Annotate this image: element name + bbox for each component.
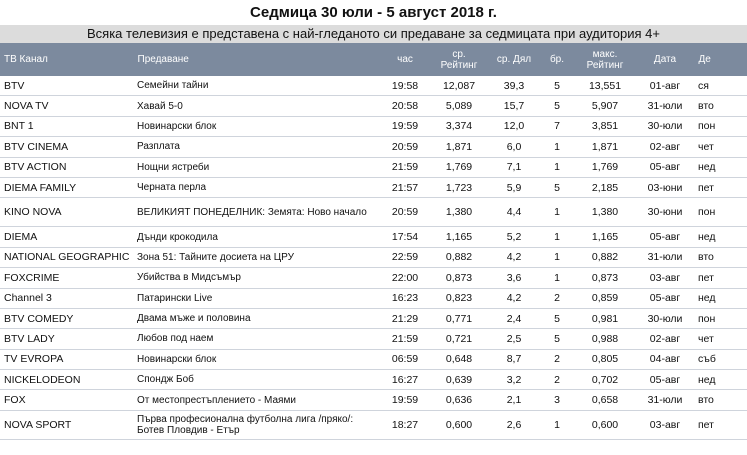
cell-date: 30-юли [636, 116, 694, 136]
cell-count: 1 [540, 227, 574, 247]
cell-share: 7,1 [488, 157, 540, 177]
table-row [0, 308, 747, 328]
cell-program: Убийства в Мидсъмър [133, 268, 380, 288]
cell-rating: 0,882 [430, 247, 488, 267]
col-header-count: бр. [540, 43, 574, 76]
report-title: Седмица 30 юли - 5 август 2018 г. [0, 0, 747, 25]
cell-date: 04-авг [636, 349, 694, 369]
cell-rating: 0,771 [430, 308, 488, 328]
cell-channel: BTV LADY [0, 329, 133, 349]
cell-program: ВЕЛИКИЯТ ПОНЕДЕЛНИК: Земята: Ново начало [133, 198, 380, 227]
cell-max-rating: 0,859 [574, 288, 636, 308]
cell-share: 2,4 [488, 308, 540, 328]
cell-rating: 1,769 [430, 157, 488, 177]
cell-channel: BTV CINEMA [0, 137, 133, 157]
cell-day: пет [694, 177, 747, 197]
cell-day: нед [694, 288, 747, 308]
cell-rating: 1,165 [430, 227, 488, 247]
cell-date: 02-авг [636, 137, 694, 157]
cell-channel: Channel 3 [0, 288, 133, 308]
cell-channel: NATIONAL GEOGRAPHIC [0, 247, 133, 267]
cell-count: 5 [540, 76, 574, 96]
cell-count: 5 [540, 308, 574, 328]
cell-program: Дънди крокодила [133, 227, 380, 247]
cell-channel: DIEMA [0, 227, 133, 247]
cell-day: вто [694, 96, 747, 116]
cell-max-rating: 0,600 [574, 410, 636, 439]
table-row [0, 227, 747, 247]
table-row [0, 329, 747, 349]
cell-time: 18:27 [380, 410, 430, 439]
cell-count: 5 [540, 177, 574, 197]
cell-share: 2,6 [488, 410, 540, 439]
table-row [0, 390, 747, 410]
col-header-program: Предаване [133, 43, 380, 76]
cell-channel: DIEMA FAMILY [0, 177, 133, 197]
cell-max-rating: 0,981 [574, 308, 636, 328]
cell-time: 06:59 [380, 349, 430, 369]
cell-rating: 1,723 [430, 177, 488, 197]
cell-channel: NICKELODEON [0, 370, 133, 390]
cell-rating: 3,374 [430, 116, 488, 136]
cell-date: 01-авг [636, 76, 694, 96]
table-row [0, 137, 747, 157]
col-header-rating: ср. Рейтинг [430, 43, 488, 76]
cell-date: 02-авг [636, 329, 694, 349]
cell-max-rating: 2,185 [574, 177, 636, 197]
cell-day: съб [694, 349, 747, 369]
cell-program: Патарински Live [133, 288, 380, 308]
cell-channel: NOVA SPORT [0, 410, 133, 439]
cell-max-rating: 5,907 [574, 96, 636, 116]
cell-day: пон [694, 116, 747, 136]
cell-date: 31-юли [636, 390, 694, 410]
col-header-share: ср. Дял [488, 43, 540, 76]
cell-program: Нощни ястреби [133, 157, 380, 177]
cell-count: 5 [540, 96, 574, 116]
cell-count: 1 [540, 268, 574, 288]
cell-share: 2,5 [488, 329, 540, 349]
cell-program: Черната перла [133, 177, 380, 197]
cell-date: 05-авг [636, 157, 694, 177]
cell-channel: BTV ACTION [0, 157, 133, 177]
cell-rating: 1,871 [430, 137, 488, 157]
cell-rating: 0,639 [430, 370, 488, 390]
cell-count: 1 [540, 198, 574, 227]
table-row [0, 288, 747, 308]
cell-count: 1 [540, 157, 574, 177]
cell-time: 21:59 [380, 157, 430, 177]
cell-day: нед [694, 227, 747, 247]
cell-max-rating: 0,658 [574, 390, 636, 410]
cell-rating: 0,873 [430, 268, 488, 288]
cell-max-rating: 0,805 [574, 349, 636, 369]
cell-share: 4,2 [488, 288, 540, 308]
cell-channel: BTV COMEDY [0, 308, 133, 328]
cell-date: 05-авг [636, 227, 694, 247]
cell-date: 03-авг [636, 268, 694, 288]
cell-count: 2 [540, 288, 574, 308]
cell-share: 39,3 [488, 76, 540, 96]
cell-share: 4,2 [488, 247, 540, 267]
cell-max-rating: 1,871 [574, 137, 636, 157]
table-row [0, 198, 747, 227]
cell-max-rating: 1,769 [574, 157, 636, 177]
cell-max-rating: 0,873 [574, 268, 636, 288]
cell-count: 1 [540, 410, 574, 439]
table-row [0, 157, 747, 177]
cell-count: 7 [540, 116, 574, 136]
cell-date: 05-авг [636, 288, 694, 308]
cell-program: Новинарски блок [133, 116, 380, 136]
table-row [0, 410, 747, 439]
cell-channel: TV EVROPA [0, 349, 133, 369]
cell-share: 15,7 [488, 96, 540, 116]
cell-time: 21:57 [380, 177, 430, 197]
cell-rating: 0,636 [430, 390, 488, 410]
cell-count: 1 [540, 137, 574, 157]
cell-time: 19:59 [380, 390, 430, 410]
cell-channel: FOXCRIME [0, 268, 133, 288]
cell-rating: 0,600 [430, 410, 488, 439]
cell-day: чет [694, 137, 747, 157]
cell-time: 20:59 [380, 198, 430, 227]
table-row [0, 116, 747, 136]
col-header-date: Дата [636, 43, 694, 76]
cell-channel: FOX [0, 390, 133, 410]
cell-channel: BNT 1 [0, 116, 133, 136]
cell-program: Семейни тайни [133, 76, 380, 96]
cell-count: 3 [540, 390, 574, 410]
cell-share: 3,2 [488, 370, 540, 390]
cell-rating: 0,648 [430, 349, 488, 369]
cell-share: 5,2 [488, 227, 540, 247]
cell-channel: NOVA TV [0, 96, 133, 116]
cell-date: 03-авг [636, 410, 694, 439]
report-subtitle: Всяка телевизия е представена с най-гледаното си предаване за седмицата при аудитория 4+ [0, 25, 747, 43]
cell-share: 5,9 [488, 177, 540, 197]
cell-max-rating: 0,702 [574, 370, 636, 390]
cell-program: Новинарски блок [133, 349, 380, 369]
cell-time: 19:59 [380, 116, 430, 136]
col-header-time: час [380, 43, 430, 76]
cell-max-rating: 0,882 [574, 247, 636, 267]
table-header-row [0, 43, 747, 76]
table-row [0, 76, 747, 96]
cell-program: Хавай 5-0 [133, 96, 380, 116]
cell-date: 03-юни [636, 177, 694, 197]
cell-day: пон [694, 308, 747, 328]
cell-max-rating: 0,988 [574, 329, 636, 349]
table-row [0, 349, 747, 369]
ratings-table [0, 43, 747, 440]
table-row [0, 370, 747, 390]
cell-day: нед [694, 370, 747, 390]
cell-day: пет [694, 410, 747, 439]
cell-program: Зона 51: Тайните досиета на ЦРУ [133, 247, 380, 267]
table-body [0, 76, 747, 439]
cell-date: 31-юли [636, 96, 694, 116]
cell-rating: 12,087 [430, 76, 488, 96]
cell-date: 30-юни [636, 198, 694, 227]
cell-time: 16:23 [380, 288, 430, 308]
cell-rating: 0,721 [430, 329, 488, 349]
cell-share: 4,4 [488, 198, 540, 227]
cell-day: нед [694, 157, 747, 177]
cell-program: От местопрестъплението - Маями [133, 390, 380, 410]
col-header-max-rating: макс. Рейтинг [574, 43, 636, 76]
cell-share: 2,1 [488, 390, 540, 410]
cell-max-rating: 1,380 [574, 198, 636, 227]
cell-time: 19:58 [380, 76, 430, 96]
cell-date: 30-юли [636, 308, 694, 328]
cell-rating: 0,823 [430, 288, 488, 308]
col-header-day: Де [694, 43, 747, 76]
cell-day: вто [694, 390, 747, 410]
table-row [0, 96, 747, 116]
cell-share: 6,0 [488, 137, 540, 157]
cell-share: 12,0 [488, 116, 540, 136]
cell-count: 5 [540, 329, 574, 349]
cell-program: Двама мъже и половина [133, 308, 380, 328]
cell-day: пет [694, 268, 747, 288]
cell-time: 20:59 [380, 137, 430, 157]
cell-count: 2 [540, 370, 574, 390]
cell-program: Разплата [133, 137, 380, 157]
cell-day: вто [694, 247, 747, 267]
cell-count: 2 [540, 349, 574, 369]
table-row [0, 177, 747, 197]
cell-channel: KINO NOVA [0, 198, 133, 227]
cell-rating: 5,089 [430, 96, 488, 116]
cell-program: Спондж Боб [133, 370, 380, 390]
cell-time: 17:54 [380, 227, 430, 247]
cell-time: 21:59 [380, 329, 430, 349]
table-row [0, 247, 747, 267]
col-header-channel: ТВ Канал [0, 43, 133, 76]
cell-program: Любов под наем [133, 329, 380, 349]
cell-channel: BTV [0, 76, 133, 96]
cell-day: пон [694, 198, 747, 227]
cell-time: 21:29 [380, 308, 430, 328]
cell-share: 3,6 [488, 268, 540, 288]
cell-day: ся [694, 76, 747, 96]
cell-max-rating: 13,551 [574, 76, 636, 96]
cell-time: 20:58 [380, 96, 430, 116]
cell-rating: 1,380 [430, 198, 488, 227]
cell-time: 16:27 [380, 370, 430, 390]
cell-count: 1 [540, 247, 574, 267]
cell-share: 8,7 [488, 349, 540, 369]
cell-max-rating: 3,851 [574, 116, 636, 136]
table-row [0, 268, 747, 288]
cell-time: 22:59 [380, 247, 430, 267]
cell-date: 05-авг [636, 370, 694, 390]
cell-program: Първа професионална футболна лига /пряко/: Ботев Пловдив - Етър [133, 410, 380, 439]
cell-day: чет [694, 329, 747, 349]
cell-max-rating: 1,165 [574, 227, 636, 247]
cell-time: 22:00 [380, 268, 430, 288]
cell-date: 31-юли [636, 247, 694, 267]
